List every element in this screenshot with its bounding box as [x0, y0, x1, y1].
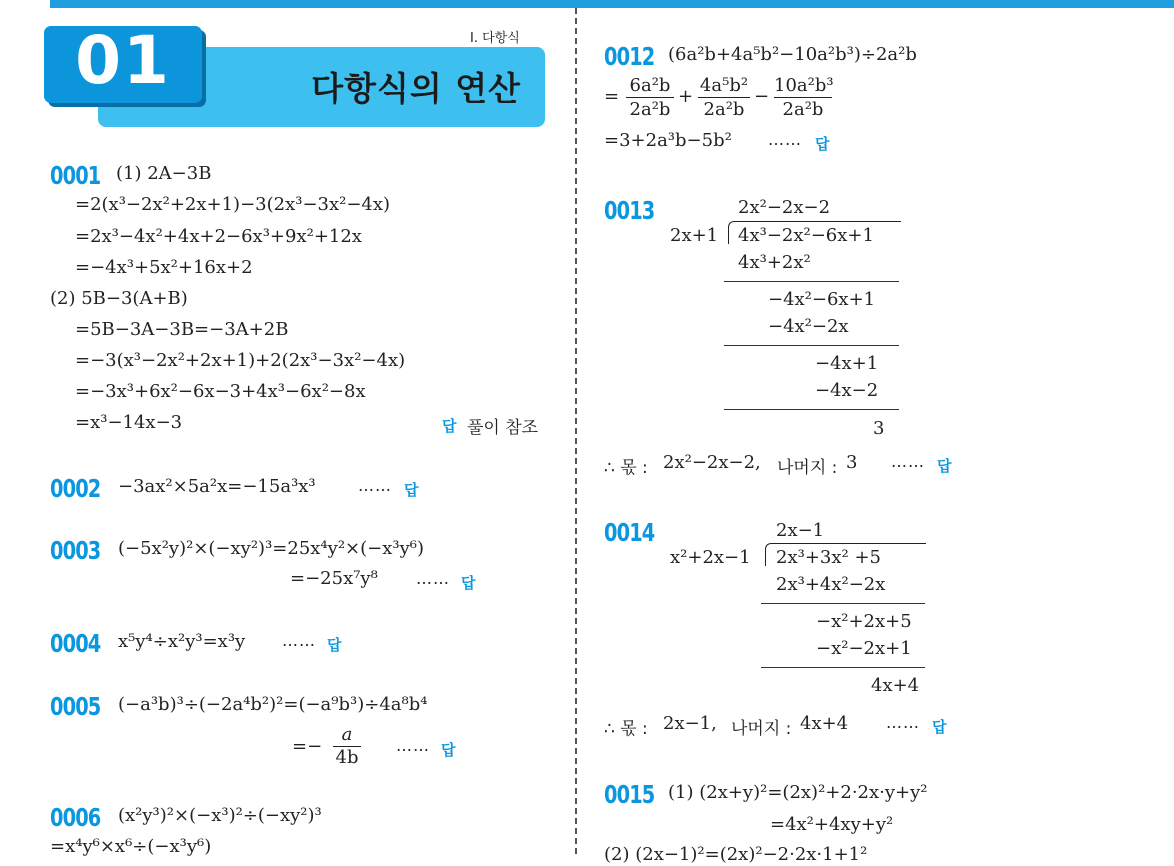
answer-marker: 답 — [932, 718, 947, 736]
chapter-section-tag: Ⅰ. 다항식 — [470, 31, 520, 46]
division-rule — [724, 281, 899, 282]
answer-dots: …… — [886, 713, 920, 732]
problem-number-0013: 0013 — [604, 196, 655, 225]
answer-ref-text: 풀이 참조 — [467, 418, 539, 438]
answer-marker: 답 — [815, 135, 830, 153]
answer-marker: 답 — [937, 457, 952, 475]
problem-number-0004: 0004 — [50, 629, 101, 658]
division-remainder: 4x+4 — [871, 675, 920, 696]
fraction-numerator: 4a⁵b² — [699, 75, 749, 96]
answer-dots: …… — [416, 569, 450, 588]
chapter-title: 다항식의 연산 — [311, 69, 521, 108]
fraction-numerator: 6a²b — [629, 75, 671, 96]
answer-marker: 답 — [404, 481, 419, 499]
solution-line: (2) 5B−3(A+B) — [50, 288, 188, 309]
solution-line: =5B−3A−3B=−3A+2B — [75, 319, 289, 340]
solution-line: (1) (2x+y)²=(2x)²+2·2x·y+y² — [668, 782, 928, 803]
problem-number-0005: 0005 — [50, 692, 101, 721]
division-rule — [761, 667, 925, 668]
conclusion-remainder: 4x+4 — [800, 713, 849, 734]
solution-line: =x³−14x−3 — [75, 412, 183, 433]
solution-line: =2(x³−2x²+2x+1)−3(2x³−3x²−4x) — [75, 194, 391, 215]
solution-line: (−a³b)³÷(−2a⁴b²)²=(−a⁹b³)÷4a⁸b⁴ — [118, 694, 428, 715]
answer-marker: 답 — [442, 417, 457, 435]
answer-marker: 답 — [327, 636, 342, 654]
conclusion-quotient: 2x²−2x−2, — [663, 452, 761, 473]
fraction-numerator: a — [341, 724, 353, 745]
fraction-denominator: 4b — [335, 747, 359, 768]
division-step: −4x+1 — [815, 353, 879, 374]
problem-number-0012: 0012 — [604, 42, 655, 71]
answer-marker: 답 — [461, 574, 476, 592]
problem-number-0001: 0001 — [50, 161, 101, 190]
solution-line: =3+2a³b−5b² — [604, 130, 732, 151]
chapter-number-badge — [44, 22, 202, 103]
top-accent-bar — [50, 0, 1174, 8]
division-rule — [724, 409, 899, 410]
fraction-denominator: 2a²b — [703, 99, 745, 120]
division-step: −4x−2 — [815, 380, 879, 401]
chapter-number: 01 — [75, 22, 171, 99]
division-step: −x²−2x+1 — [816, 638, 912, 659]
division-divisor: 2x+1 — [670, 225, 719, 246]
fraction-bar — [698, 97, 750, 98]
division-dividend: 2x³+3x² +5 — [776, 547, 881, 568]
problem-number-0002: 0002 — [50, 474, 101, 503]
problem-number-0014: 0014 — [604, 518, 655, 547]
division-divisor: x²+2x−1 — [670, 547, 751, 568]
conclusion-quotient-label: ∴ 몫 : — [604, 719, 648, 739]
division-quotient: 2x−1 — [776, 520, 825, 541]
column-divider — [575, 8, 577, 854]
answer-dots: …… — [358, 476, 392, 495]
minus-sign: − — [754, 86, 770, 107]
conclusion-remainder-label: 나머지 : — [731, 719, 792, 739]
fraction-bar — [626, 97, 674, 98]
solution-line: (6a²b+4a⁵b²−10a²b³)÷2a²b — [668, 44, 917, 65]
answer-marker: 답 — [441, 741, 456, 759]
fraction-denominator: 2a²b — [629, 99, 671, 120]
division-dividend: 4x³−2x²−6x+1 — [738, 225, 874, 246]
solution-line: =−25x⁷y⁸ — [290, 568, 378, 589]
division-rule — [761, 603, 925, 604]
solution-line: (1) 2A−3B — [116, 163, 212, 184]
division-step: −4x²−2x — [768, 316, 849, 337]
solution-line: (2) (2x−1)²=(2x)²−2·2x·1+1² — [604, 844, 868, 865]
solution-line: =2x³−4x²+4x+2−6x³+9x²+12x — [75, 226, 362, 247]
fraction-denominator: 2a²b — [782, 99, 824, 120]
division-step: 2x³+4x²−2x — [776, 574, 886, 595]
solution-line: (−5x²y)²×(−xy²)³=25x⁴y²×(−x³y⁶) — [118, 538, 424, 559]
solution-line: =4x²+4xy+y² — [770, 814, 894, 835]
solution-line: (x²y³)²×(−x³)²÷(−xy²)³ — [118, 805, 322, 826]
solution-line: =−4x³+5x²+16x+2 — [75, 257, 253, 278]
solution-line: =−3(x³−2x²+2x+1)+2(2x³−3x²−4x) — [75, 350, 406, 371]
solution-line: −3ax²×5a²x=−15a³x³ — [118, 476, 316, 497]
plus-sign: + — [678, 86, 694, 107]
answer-dots: …… — [396, 736, 430, 755]
division-rule — [724, 345, 899, 346]
result-prefix: =− — [292, 736, 323, 757]
division-step: 4x³+2x² — [738, 252, 811, 273]
conclusion-quotient-label: ∴ 몫 : — [604, 458, 648, 478]
problem-number-0006: 0006 — [50, 803, 101, 832]
conclusion-remainder-label: 나머지 : — [777, 458, 838, 478]
answer-dots: …… — [282, 631, 316, 650]
division-step: −x²+2x+5 — [816, 611, 912, 632]
fraction-bar — [774, 97, 832, 98]
solution-line: =x⁴y⁶×x⁶÷(−x³y⁶) — [50, 836, 212, 857]
conclusion-remainder: 3 — [846, 452, 858, 473]
equals-sign: = — [604, 86, 620, 107]
solution-line: x⁵y⁴÷x²y³=x³y — [118, 631, 246, 652]
division-step: −4x²−6x+1 — [768, 289, 876, 310]
answer-dots: …… — [768, 130, 802, 149]
problem-number-0015: 0015 — [604, 780, 655, 809]
answer-dots: …… — [891, 452, 925, 471]
division-remainder: 3 — [873, 418, 885, 439]
solution-line: =−3x³+6x²−6x−3+4x³−6x²−8x — [75, 381, 366, 402]
division-quotient: 2x²−2x−2 — [738, 197, 831, 218]
problem-number-0003: 0003 — [50, 536, 101, 565]
conclusion-quotient: 2x−1, — [663, 713, 717, 734]
fraction-numerator: 10a²b³ — [774, 75, 834, 96]
